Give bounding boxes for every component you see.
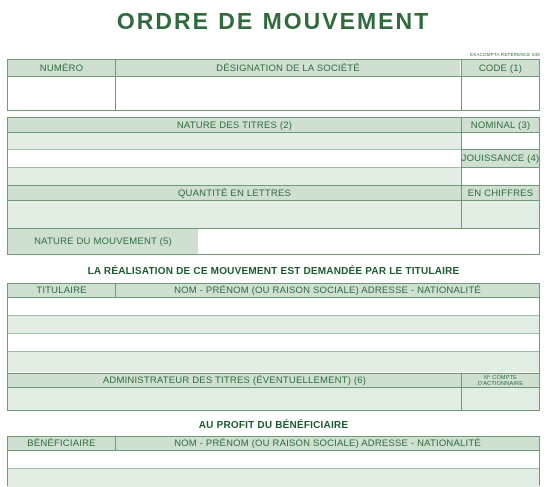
nature-titres-row[interactable]: [8, 150, 461, 167]
divider: [461, 167, 539, 168]
nature-titres-row[interactable]: [8, 133, 461, 149]
reference-code: EXACOMPTA RÉFÉRENCE 049: [469, 52, 540, 57]
nature-titres-header: [8, 118, 461, 132]
beneficiaire-details-header: [116, 437, 539, 450]
divider: [8, 149, 461, 150]
divider: [8, 167, 461, 168]
divider: [461, 374, 462, 410]
chiffres-label: EN CHIFFRES: [467, 187, 534, 199]
nominal-header: [462, 118, 539, 132]
divider: [115, 284, 116, 297]
divider: [8, 315, 539, 316]
quantite-label: QUANTITÉ EN LETTRES: [177, 187, 292, 199]
divider: [8, 132, 539, 133]
company-table: [7, 59, 540, 111]
chiffres-field[interactable]: [462, 201, 539, 228]
nature-titres-label: NATURE DES TITRES (2): [176, 119, 293, 131]
numero-header: [8, 60, 115, 76]
administrateur-label: ADMINISTRATEUR DES TITRES (ÉVENTUELLEMENT) (6): [102, 375, 367, 386]
jouissance-field[interactable]: [462, 168, 539, 185]
nominal-label: NOMINAL (3): [470, 119, 531, 131]
nature-mouvement-label: NATURE DU MOUVEMENT (5): [34, 236, 172, 247]
holder-table: [7, 283, 540, 411]
designation-field[interactable]: [116, 77, 461, 110]
code-header: [462, 60, 539, 76]
quantite-header: [8, 186, 461, 200]
designation-header: [116, 60, 460, 76]
compte-header: [462, 374, 539, 387]
compte-label: N° COMPTE D'ACTIONNAIRE: [477, 374, 524, 387]
divider: [461, 149, 539, 150]
nominal-field[interactable]: [462, 133, 539, 150]
beneficiaire-line[interactable]: [8, 469, 539, 487]
titulaire-header: [8, 284, 115, 297]
beneficiaire-line[interactable]: [8, 451, 539, 468]
jouissance-label: JOUISSANCE (4): [461, 153, 540, 164]
titulaire-label: TITULAIRE: [36, 285, 87, 296]
divider: [115, 437, 116, 450]
movement-type-row: [7, 229, 540, 255]
titulaire-details-header: [116, 284, 539, 297]
divider: [8, 351, 539, 352]
beneficiaire-label: BÉNÉFICIAIRE: [27, 438, 96, 449]
designation-label: DÉSIGNATION DE LA SOCIÉTÉ: [216, 62, 360, 74]
divider: [8, 333, 539, 334]
administrateur-header: [8, 374, 461, 387]
beneficiaire-header: [8, 437, 115, 450]
page-title: ORDRE DE MOUVEMENT: [116, 8, 431, 34]
numero-label: NUMÉRO: [39, 62, 84, 74]
administrateur-field[interactable]: [8, 388, 461, 410]
nature-mouvement-field[interactable]: [199, 229, 539, 254]
divider: [461, 118, 462, 228]
titulaire-details-label: NOM - PRÉNOM (OU RAISON SOCIALE) ADRESSE - NATIONALITÉ: [174, 285, 481, 296]
code-label: CODE (1): [478, 62, 523, 74]
numero-field[interactable]: [8, 77, 115, 110]
beneficiaire-section-title: AU PROFIT DU BÉNÉFICIAIRE: [198, 420, 349, 431]
code-field[interactable]: [462, 77, 539, 110]
titulaire-line[interactable]: [8, 334, 539, 351]
nature-mouvement-header: [8, 229, 198, 254]
jouissance-header: [462, 150, 539, 167]
titulaire-line[interactable]: [8, 316, 539, 333]
beneficiaire-details-label: NOM - PRÉNOM (OU RAISON SOCIALE) ADRESSE - NATIONALITÉ: [174, 438, 481, 449]
titulaire-section-title: LA RÉALISATION DE CE MOUVEMENT EST DEMANDÉE PAR LE TITULAIRE: [87, 266, 460, 277]
nature-titres-row[interactable]: [8, 168, 461, 185]
quantite-field[interactable]: [8, 201, 461, 228]
titulaire-line[interactable]: [8, 352, 539, 372]
chiffres-header: [462, 186, 539, 200]
titulaire-line[interactable]: [8, 298, 539, 315]
beneficiary-table: [7, 436, 540, 486]
securities-table: [7, 117, 540, 229]
compte-field[interactable]: [462, 388, 539, 410]
